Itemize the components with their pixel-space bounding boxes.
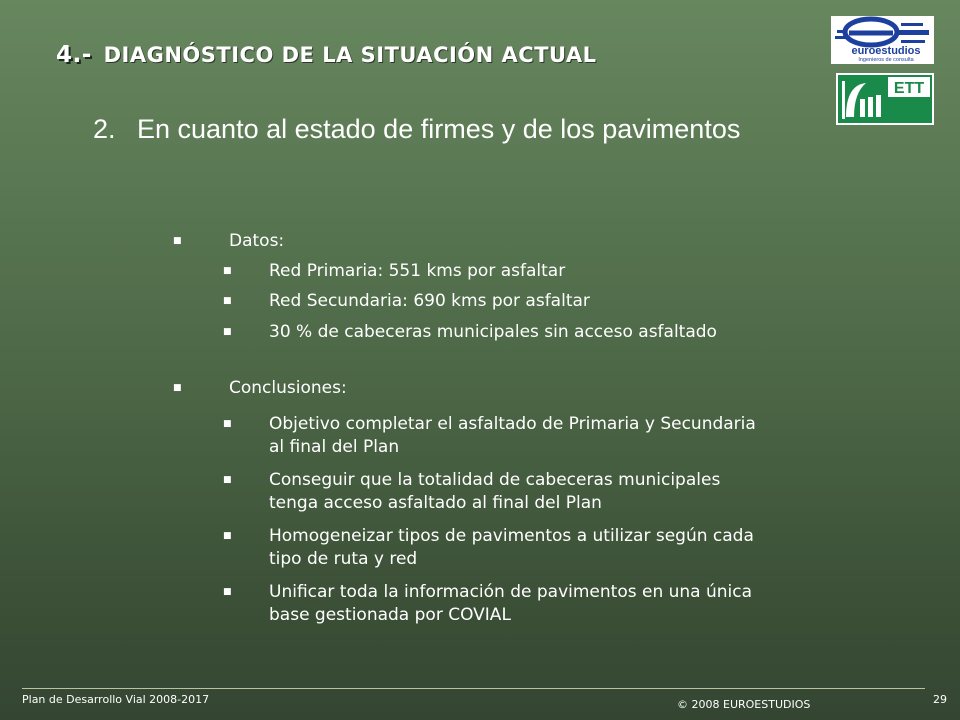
list-item-line: Objetivo completar el asfaltado de Primaria y Secundaria (269, 414, 756, 434)
euroestudios-tagline: Ingenieros de consulta (858, 57, 914, 63)
bullet-icon: ■ (173, 383, 182, 393)
footer-plan: Plan de Desarrollo Vial 2008-2017 (22, 693, 210, 706)
euroestudios-logo (831, 16, 934, 64)
list-item-line: base gestionada por COVIAL (269, 605, 511, 625)
bullet-icon: ■ (223, 531, 232, 541)
subsection-heading (93, 114, 740, 145)
list-item-line: tenga acceso asfaltado al final del Plan (269, 493, 602, 513)
bullet-icon: ■ (223, 419, 232, 429)
euroestudios-wordmark: euroestudios (851, 45, 921, 57)
section-label-conclusiones: Conclusiones: (229, 378, 347, 398)
list-item-line: Conseguir que la totalidad de cabeceras municipales (269, 470, 721, 490)
section-heading (56, 42, 597, 68)
footer-divider (22, 688, 925, 689)
list-item-line: Unificar toda la información de pavimentos en una única (269, 582, 753, 602)
ett-wordmark: ETT (893, 80, 925, 97)
bullet-icon: ■ (223, 475, 232, 485)
bullet-icon: ■ (223, 266, 232, 276)
section-title: DIAGNÓSTICO DE LA SITUACIÓN ACTUAL (103, 43, 597, 67)
list-item-line: tipo de ruta y red (269, 549, 418, 569)
page-number: 29 (933, 693, 947, 706)
bullet-icon: ■ (223, 296, 232, 306)
subsection-title: En cuanto al estado de firmes y de los pavimentos (137, 114, 741, 144)
bullet-icon: ■ (223, 587, 232, 597)
list-item-line: Homogeneizar tipos de pavimentos a utilizar según cada (269, 526, 754, 546)
footer-copyright: © 2008 EUROESTUDIOS (677, 698, 811, 711)
section-number: 4.- (56, 42, 92, 68)
list-item: 30 % de cabeceras municipales sin acceso asfaltado (269, 322, 717, 342)
subsection-number: 2. (93, 114, 116, 144)
list-item: Red Secundaria: 690 kms por asfaltar (269, 291, 590, 311)
ett-logo (836, 73, 934, 125)
section-label-datos: Datos: (229, 231, 285, 251)
list-item: Red Primaria: 551 kms por asfaltar (269, 261, 566, 281)
list-item-line: al final del Plan (269, 437, 400, 457)
bullet-icon: ■ (223, 327, 232, 337)
bullet-icon: ■ (173, 236, 182, 246)
